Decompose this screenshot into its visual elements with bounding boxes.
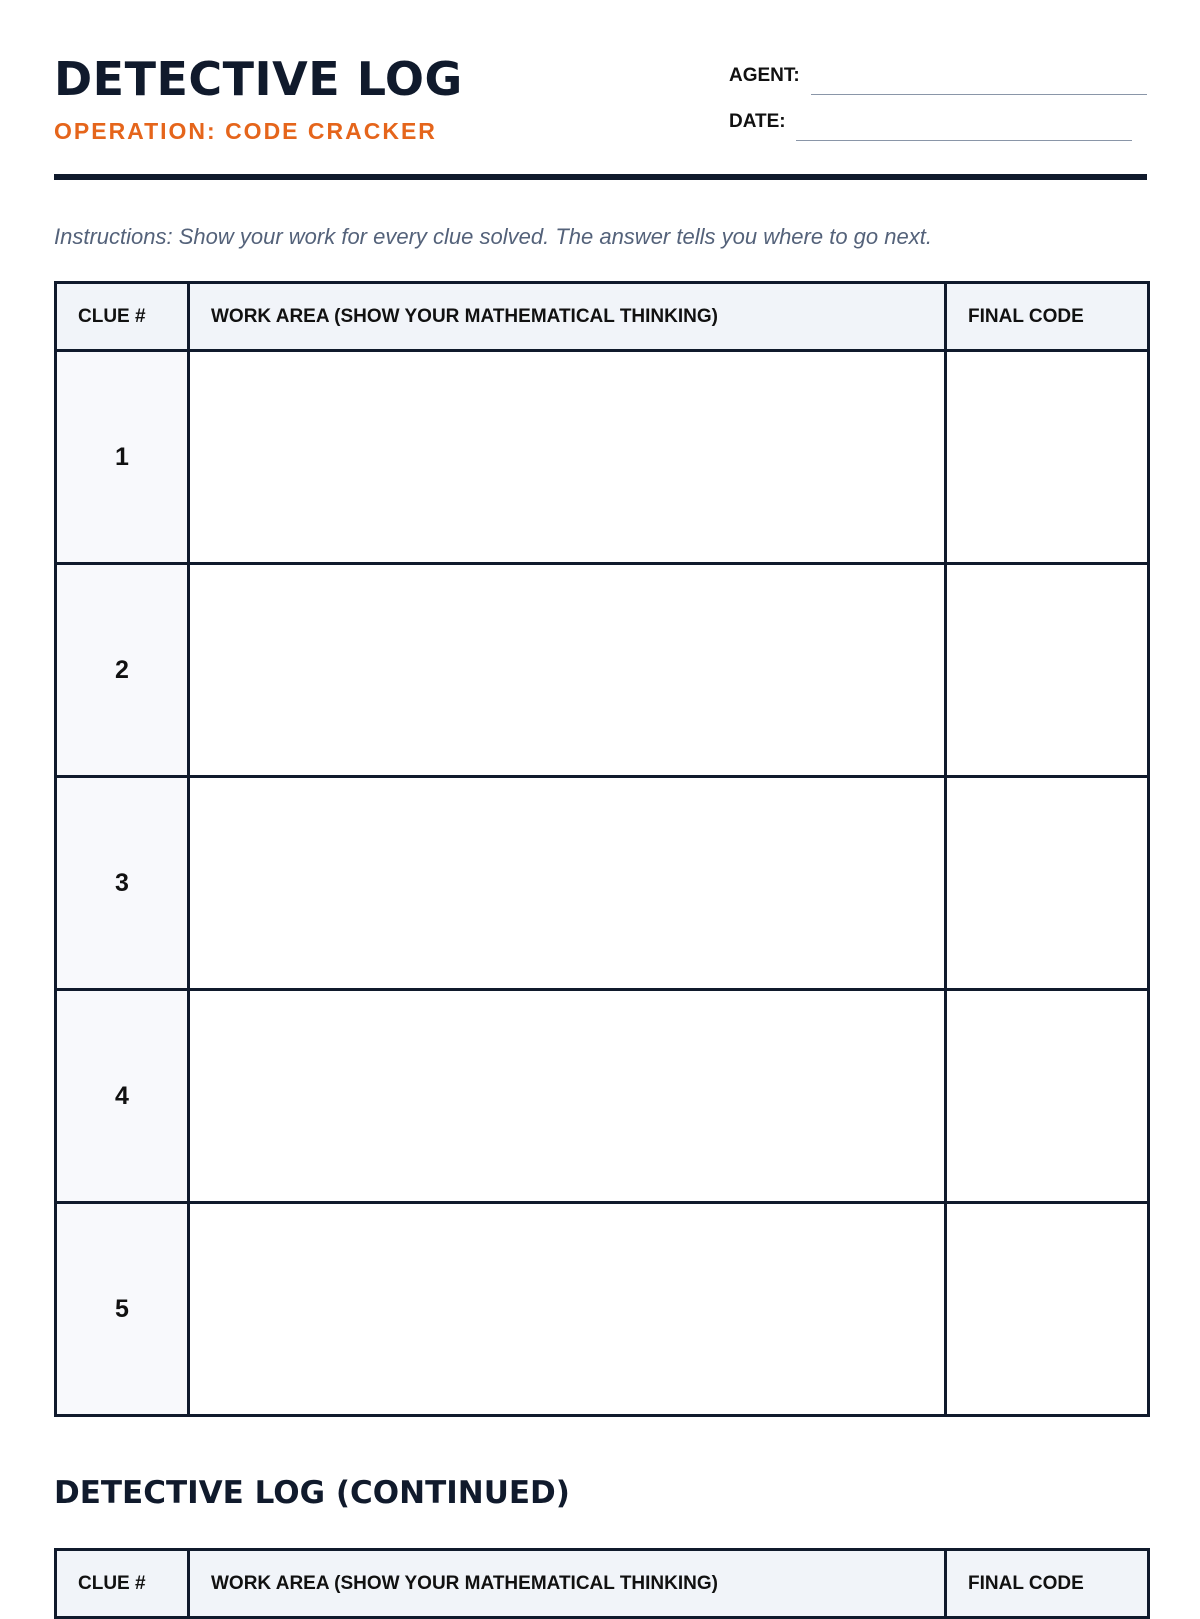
final-code-cell[interactable] [946, 990, 1149, 1203]
header-divider [54, 174, 1147, 180]
table-row [56, 564, 1149, 777]
work-area-cell[interactable] [189, 351, 946, 564]
worksheet-page [54, 0, 1147, 1600]
column-header-final-code: FINAL CODE [946, 283, 1149, 351]
page-subtitle: OPERATION: CODE CRACKER [54, 118, 437, 144]
column-header-work-area: WORK AREA (SHOW YOUR MATHEMATICAL THINKING) [189, 1550, 946, 1618]
table-header-row [56, 1550, 1149, 1618]
column-header-clue: CLUE # [56, 1550, 189, 1618]
detective-log-table [54, 281, 1150, 1417]
final-code-cell[interactable] [946, 777, 1149, 990]
clue-number: 1 [56, 351, 189, 564]
column-header-final-code: FINAL CODE [946, 1550, 1149, 1618]
instructions-text: Instructions: Show your work for every clue solved. The answer tells you where to go next. [54, 224, 932, 249]
table-row [56, 990, 1149, 1203]
final-code-cell[interactable] [946, 1203, 1149, 1416]
agent-field[interactable] [811, 94, 1147, 95]
work-area-cell[interactable] [189, 777, 946, 990]
continued-section-title: DETECTIVE LOG (CONTINUED) [54, 1475, 570, 1511]
column-header-work-area: WORK AREA (SHOW YOUR MATHEMATICAL THINKING) [189, 283, 946, 351]
date-field[interactable] [796, 140, 1132, 141]
detective-log-continued-table [54, 1548, 1150, 1619]
table-row [56, 777, 1149, 990]
clue-number: 4 [56, 990, 189, 1203]
final-code-cell[interactable] [946, 351, 1149, 564]
work-area-cell[interactable] [189, 990, 946, 1203]
clue-number: 3 [56, 777, 189, 990]
final-code-cell[interactable] [946, 564, 1149, 777]
clue-number: 5 [56, 1203, 189, 1416]
page-title: DETECTIVE LOG [54, 52, 463, 106]
table-header-row [56, 283, 1149, 351]
column-header-clue: CLUE # [56, 283, 189, 351]
agent-label: AGENT: [729, 65, 800, 86]
work-area-cell[interactable] [189, 1203, 946, 1416]
clue-number: 2 [56, 564, 189, 777]
work-area-cell[interactable] [189, 564, 946, 777]
table-row [56, 351, 1149, 564]
table-row [56, 1203, 1149, 1416]
date-label: DATE: [729, 111, 786, 132]
